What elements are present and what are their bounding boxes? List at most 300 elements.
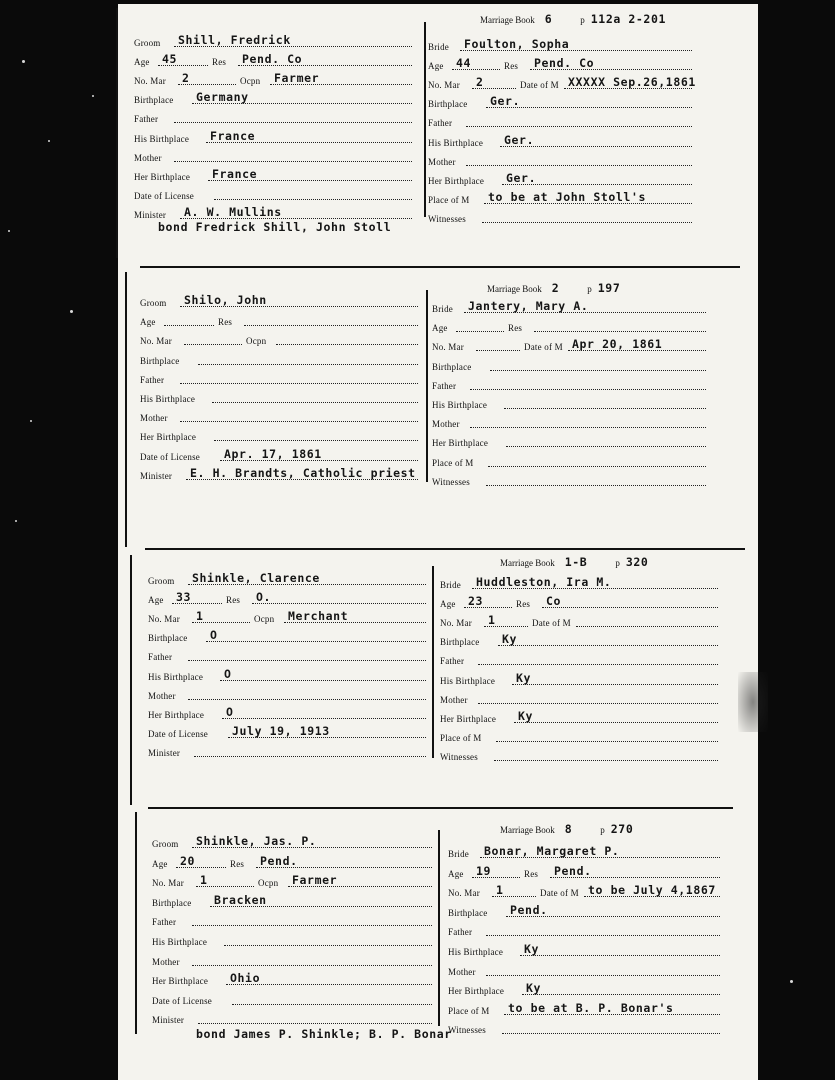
bride-father-birthplace-label: His Birthplace [428, 138, 484, 148]
groom-father-birthplace: France [210, 129, 256, 143]
dotted-line [534, 331, 706, 332]
bride-row [428, 38, 696, 54]
groom-row [152, 933, 436, 949]
marriage-book-number: 2 [551, 281, 560, 295]
bride-father-birthplace: Ky [524, 942, 540, 956]
bride-marriage-place-label: Place of M [428, 195, 470, 205]
groom-license-date: Apr. 17, 1861 [224, 447, 322, 461]
groom-row [134, 110, 416, 126]
marriage-book-page-label: p [615, 558, 620, 568]
bride-name-label: Bride [448, 849, 469, 859]
bride-marriage-place: to be at John Stoll's [488, 190, 646, 204]
bride-father-label: Father [428, 118, 453, 128]
dotted-line [482, 222, 692, 223]
bride-row [440, 614, 722, 630]
bride-witnesses-label: Witnesses [440, 752, 478, 762]
groom-row [152, 874, 436, 890]
groom-name: Shinkle, Clarence [192, 571, 320, 585]
bride-row [428, 191, 696, 207]
bride-witnesses-label: Witnesses [448, 1025, 486, 1035]
bride-row [432, 300, 710, 316]
groom-name-label: Groom [148, 576, 175, 586]
dotted-line [466, 126, 692, 127]
bride-row [448, 982, 724, 998]
bride-no-mar: 1 [488, 613, 496, 627]
groom-minister-label: Minister [152, 1015, 185, 1025]
groom-mother-label: Mother [140, 413, 168, 423]
dotted-line [212, 402, 418, 403]
bride-mother-label: Mother [440, 695, 468, 705]
groom-row [148, 629, 430, 645]
record-separator [145, 548, 745, 550]
speck [15, 520, 17, 522]
dotted-line [206, 641, 426, 642]
groom-row [134, 91, 416, 107]
bride-father-birthplace-label: His Birthplace [432, 400, 488, 410]
groom-license-date: July 19, 1913 [232, 724, 330, 738]
groom-row [152, 953, 436, 969]
dotted-line [180, 421, 418, 422]
dotted-line [244, 325, 418, 326]
groom-mother-label: Mother [134, 153, 162, 163]
bride-age: 19 [476, 864, 492, 878]
groom-name: Shill, Fredrick [178, 33, 291, 47]
groom-minister-label: Minister [134, 210, 167, 220]
groom-row [148, 725, 430, 741]
groom-row [152, 894, 436, 910]
bride-mother-birthplace: Ky [526, 981, 542, 995]
bride-row [440, 748, 722, 764]
bride-father-birthplace: Ger. [504, 133, 535, 147]
groom-birthplace: Germany [196, 90, 249, 104]
groom-occupation-label: Ocpn [254, 614, 275, 624]
groom-row [148, 610, 430, 626]
groom-row [134, 149, 416, 165]
groom-row [134, 130, 416, 146]
dotted-line [164, 325, 214, 326]
marriage-book-label: Marriage Book [500, 558, 555, 568]
speck [8, 230, 10, 232]
bride-no-mar-label: No. Mar [448, 888, 480, 898]
bride-row [432, 434, 710, 450]
bride-row [432, 319, 710, 335]
groom-minister-label: Minister [148, 748, 181, 758]
groom-no-mar-label: No. Mar [148, 614, 180, 624]
groom-row [152, 1011, 436, 1027]
dotted-line [194, 756, 426, 757]
bride-row [440, 672, 722, 688]
groom-res: Pend. Co [242, 52, 303, 66]
marriage-book-number: 1-B [564, 555, 588, 569]
dotted-line [488, 466, 706, 467]
groom-row [152, 992, 436, 1008]
groom-father-label: Father [152, 917, 177, 927]
groom-occupation-label: Ocpn [258, 878, 279, 888]
record-divider [438, 830, 440, 1026]
bride-row [448, 923, 724, 939]
dotted-line [504, 408, 706, 409]
groom-res-label: Res [218, 317, 233, 327]
bride-row [440, 595, 722, 611]
bride-res: Co [546, 594, 562, 608]
bond-note: bond James P. Shinkle; B. P. Bonar [196, 1027, 452, 1041]
marriage-book-page: 320 [625, 555, 649, 569]
dotted-line [576, 626, 718, 627]
bride-name: Foulton, Sopha [464, 37, 570, 51]
page-edge-line [135, 812, 137, 1034]
bride-row [428, 76, 696, 92]
marriage-book-ref [500, 555, 648, 569]
bride-marriage-place-label: Place of M [448, 1006, 490, 1016]
bride-birthplace: Ky [502, 632, 518, 646]
bride-father-birthplace-label: His Birthplace [448, 947, 504, 957]
dotted-line [498, 645, 718, 646]
dotted-line [180, 383, 418, 384]
groom-row [134, 53, 416, 69]
record-separator [148, 807, 733, 809]
dotted-line [478, 703, 718, 704]
marriage-book-page-label: p [580, 15, 585, 25]
bride-mother-birthplace: Ky [518, 709, 534, 723]
bride-name: Huddleston, Ira M. [476, 575, 612, 589]
bride-birthplace-label: Birthplace [432, 362, 472, 372]
speck [70, 310, 73, 313]
bride-row [432, 396, 710, 412]
dotted-line [456, 331, 504, 332]
groom-age-label: Age [134, 57, 150, 67]
marriage-book-label: Marriage Book [480, 15, 535, 25]
groom-minister: E. H. Brandts, Catholic priest [190, 466, 416, 480]
groom-row [148, 572, 430, 588]
record-separator [140, 266, 740, 268]
dotted-line [214, 440, 418, 441]
bride-row [440, 710, 722, 726]
groom-row [134, 168, 416, 184]
dotted-line [522, 994, 720, 995]
dotted-line [252, 603, 426, 604]
groom-row [134, 34, 416, 50]
groom-row [134, 72, 416, 88]
groom-no-mar: 1 [196, 609, 204, 623]
dotted-line [476, 350, 520, 351]
dotted-line [198, 364, 418, 365]
bride-row [428, 134, 696, 150]
bride-res: Pend. Co [534, 56, 595, 70]
groom-father-birthplace-label: His Birthplace [152, 937, 208, 947]
dotted-line [514, 722, 718, 723]
bride-row [428, 57, 696, 73]
bride-row [440, 652, 722, 668]
marriage-book-ref [500, 822, 633, 836]
bride-row [428, 153, 696, 169]
groom-mother-birthplace: O [226, 705, 234, 719]
bride-witnesses-label: Witnesses [432, 477, 470, 487]
record-divider [426, 290, 428, 482]
dotted-line [486, 975, 720, 976]
groom-father-birthplace: O [224, 667, 232, 681]
dotted-line [220, 680, 426, 681]
groom-father-birthplace-label: His Birthplace [148, 672, 204, 682]
bride-name-label: Bride [428, 42, 449, 52]
bride-age: 23 [468, 594, 484, 608]
bride-no-mar: 2 [476, 75, 484, 89]
speck [30, 420, 32, 422]
bride-row [432, 415, 710, 431]
smudge [738, 672, 768, 732]
groom-birthplace: Bracken [214, 893, 267, 907]
bride-res-label: Res [516, 599, 531, 609]
dotted-line [192, 965, 432, 966]
bride-age-label: Age [432, 323, 448, 333]
groom-res: Pend. [260, 854, 298, 868]
groom-mother-birthplace-label: Her Birthplace [152, 976, 209, 986]
dotted-line [184, 344, 242, 345]
groom-occupation: Farmer [274, 71, 320, 85]
bride-marriage-date-label: Date of M [524, 342, 563, 352]
groom-age-label: Age [140, 317, 156, 327]
speck [48, 140, 50, 142]
groom-name-label: Groom [134, 38, 161, 48]
page-edge-line [116, 8, 118, 258]
dotted-line [542, 607, 718, 608]
dotted-line [224, 945, 432, 946]
groom-mother-birthplace: Ohio [230, 971, 261, 985]
bride-birthplace: Ger. [490, 94, 521, 108]
dotted-line [520, 955, 720, 956]
groom-row [140, 332, 422, 348]
bride-name-label: Bride [440, 580, 461, 590]
page-edge-line [125, 272, 127, 547]
groom-res: O. [256, 590, 272, 604]
bride-mother-label: Mother [432, 419, 460, 429]
bride-row [432, 338, 710, 354]
groom-name-label: Groom [140, 298, 167, 308]
dotted-line [174, 161, 412, 162]
dotted-line [222, 718, 426, 719]
bride-row [448, 1021, 724, 1037]
groom-mother-birthplace-label: Her Birthplace [134, 172, 191, 182]
marriage-book-number: 6 [544, 12, 553, 26]
groom-row [140, 294, 422, 310]
dotted-line [486, 935, 720, 936]
bride-row [428, 95, 696, 111]
groom-license-date-label: Date of License [134, 191, 194, 201]
bride-row [448, 943, 724, 959]
groom-no-mar: 2 [182, 71, 190, 85]
groom-row [152, 835, 436, 851]
bride-age: 44 [456, 56, 472, 70]
dotted-line [478, 664, 718, 665]
groom-occupation-label: Ocpn [240, 76, 261, 86]
groom-row [148, 706, 430, 722]
bride-row [428, 210, 696, 226]
marriage-book-page-label: p [587, 284, 592, 294]
bride-witnesses-label: Witnesses [428, 214, 466, 224]
bride-marriage-date-label: Date of M [520, 80, 559, 90]
bride-age-label: Age [428, 61, 444, 71]
bride-no-mar-label: No. Mar [440, 618, 472, 628]
bride-age-label: Age [448, 869, 464, 879]
bride-marriage-place-label: Place of M [432, 458, 474, 468]
dotted-line [470, 427, 706, 428]
groom-birthplace: O [210, 628, 218, 642]
marriage-book-page: 112a 2-201 [590, 12, 667, 26]
groom-license-date-label: Date of License [148, 729, 208, 739]
groom-no-mar: 1 [200, 873, 208, 887]
bride-row [448, 1002, 724, 1018]
bride-father-birthplace: Ky [516, 671, 532, 685]
groom-row [148, 591, 430, 607]
groom-mother-label: Mother [152, 957, 180, 967]
groom-age: 33 [176, 590, 192, 604]
dotted-line [512, 684, 718, 685]
groom-no-mar-label: No. Mar [134, 76, 166, 86]
groom-name-label: Groom [152, 839, 179, 849]
groom-birthplace-label: Birthplace [148, 633, 188, 643]
bride-res-label: Res [504, 61, 519, 71]
dotted-line [232, 1004, 432, 1005]
groom-minister-label: Minister [140, 471, 173, 481]
dotted-line [486, 485, 706, 486]
bride-name: Bonar, Margaret P. [484, 844, 620, 858]
speck [790, 980, 793, 983]
bride-mother-birthplace-label: Her Birthplace [432, 438, 489, 448]
bride-marriage-date-label: Date of M [540, 888, 579, 898]
groom-row [148, 668, 430, 684]
groom-mother-birthplace-label: Her Birthplace [140, 432, 197, 442]
marriage-book-page-label: p [600, 825, 605, 835]
groom-occupation: Farmer [292, 873, 338, 887]
groom-res-label: Res [226, 595, 241, 605]
bride-row [440, 633, 722, 649]
groom-row [152, 855, 436, 871]
page-edge-line [130, 555, 132, 805]
bride-row [448, 865, 724, 881]
bride-row [440, 691, 722, 707]
bride-row [448, 904, 724, 920]
record-divider [424, 22, 426, 217]
bride-name-label: Bride [432, 304, 453, 314]
groom-row [152, 972, 436, 988]
groom-name: Shinkle, Jas. P. [196, 834, 317, 848]
bride-mother-label: Mother [448, 967, 476, 977]
bride-row [432, 473, 710, 489]
dotted-line [188, 699, 426, 700]
groom-age-label: Age [148, 595, 164, 605]
dotted-line [490, 370, 706, 371]
marriage-book-label: Marriage Book [487, 284, 542, 294]
groom-row [140, 409, 422, 425]
groom-row [140, 428, 422, 444]
bride-no-mar-label: No. Mar [428, 80, 460, 90]
dotted-line [192, 925, 432, 926]
groom-license-date-label: Date of License [140, 452, 200, 462]
bride-res-label: Res [508, 323, 523, 333]
groom-age-label: Age [152, 859, 168, 869]
bride-res: Pend. [554, 864, 592, 878]
dotted-line [494, 760, 718, 761]
bride-mother-birthplace-label: Her Birthplace [428, 176, 485, 186]
bride-row [432, 358, 710, 374]
bride-row [448, 884, 724, 900]
bride-father-label: Father [440, 656, 465, 666]
bride-birthplace-label: Birthplace [440, 637, 480, 647]
bride-row [440, 729, 722, 745]
groom-row [140, 313, 422, 329]
groom-no-mar-label: No. Mar [152, 878, 184, 888]
groom-occupation-label: Ocpn [246, 336, 267, 346]
bride-row [448, 963, 724, 979]
bride-age-label: Age [440, 599, 456, 609]
dotted-line [276, 344, 418, 345]
bride-mother-birthplace-label: Her Birthplace [448, 986, 505, 996]
bride-res-label: Res [524, 869, 539, 879]
bride-mother-birthplace: Ger. [506, 171, 537, 185]
bond-note: bond Fredrick Shill, John Stoll [158, 220, 392, 234]
bride-row [432, 454, 710, 470]
groom-res-label: Res [230, 859, 245, 869]
groom-row [148, 648, 430, 664]
groom-father-label: Father [134, 114, 159, 124]
groom-row [148, 744, 430, 760]
marriage-book-ref [480, 12, 666, 26]
bride-father-label: Father [448, 927, 473, 937]
groom-license-date-label: Date of License [152, 996, 212, 1006]
bride-marriage-date: Apr 20, 1861 [572, 337, 663, 351]
groom-mother-birthplace: France [212, 167, 258, 181]
groom-row [152, 913, 436, 929]
groom-name: Shilo, John [184, 293, 267, 307]
groom-age: 45 [162, 52, 178, 66]
bride-marriage-date: XXXXX Sep.26,1861 [568, 75, 696, 89]
groom-row [140, 390, 422, 406]
groom-no-mar-label: No. Mar [140, 336, 172, 346]
dotted-line [470, 389, 706, 390]
groom-age: 20 [180, 854, 196, 868]
groom-mother-birthplace-label: Her Birthplace [148, 710, 205, 720]
bride-no-mar: 1 [496, 883, 504, 897]
bride-row [432, 377, 710, 393]
bride-no-mar-label: No. Mar [432, 342, 464, 352]
bride-row [448, 845, 724, 861]
bride-name: Jantery, Mary A. [468, 299, 589, 313]
speck [22, 60, 25, 63]
dotted-line [198, 1023, 432, 1024]
dotted-line [496, 741, 718, 742]
bride-mother-birthplace-label: Her Birthplace [440, 714, 497, 724]
bride-marriage-date-label: Date of M [532, 618, 571, 628]
dotted-line [188, 660, 426, 661]
groom-birthplace-label: Birthplace [152, 898, 192, 908]
groom-row [134, 187, 416, 203]
dotted-line [506, 446, 706, 447]
marriage-book-label: Marriage Book [500, 825, 555, 835]
groom-row [140, 371, 422, 387]
bride-row [428, 114, 696, 130]
groom-birthplace-label: Birthplace [140, 356, 180, 366]
groom-row [140, 467, 422, 483]
marriage-book-ref [487, 281, 620, 295]
dotted-line [466, 165, 692, 166]
bride-row [428, 172, 696, 188]
groom-row [140, 448, 422, 464]
bride-birthplace-label: Birthplace [448, 908, 488, 918]
bride-birthplace: Pend. [510, 903, 548, 917]
marriage-book-page: 270 [610, 822, 634, 836]
bride-marriage-place-label: Place of M [440, 733, 482, 743]
dotted-line [502, 1033, 720, 1034]
record-divider [432, 566, 434, 758]
